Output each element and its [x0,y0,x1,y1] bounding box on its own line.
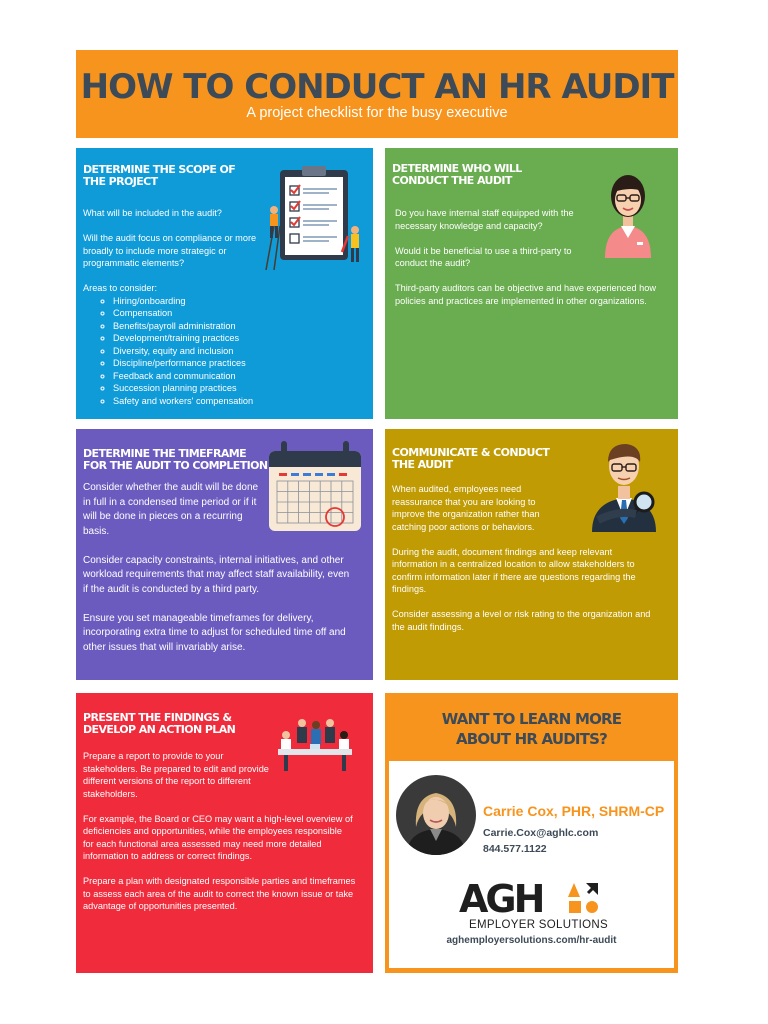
communicate-panel [385,429,678,680]
learn-more-title: WANT TO LEARN MORE ABOUT HR AUDITS? [441,710,622,748]
agh-logo-subtitle: EMPLOYER SOLUTIONS [469,919,608,931]
who-text: Do you have internal staff equipped with the necessary knowledge and capacity? Would it be beneficial to use a third-party to conduct the audit? Third-party auditors can be objective and have experienced how policies and practices are implemented in other organizations. [395,208,656,306]
scope-text: What will be included in the audit? Will the audit focus on compliance or more broadly to include more strategic or programmatic elements? Areas to consider: ◦ Hiring/onboarding ◦ Compensation ◦ Benefits/payroll administration ◦ Development/training practices ◦ Diversity, equity and inclusion ◦ Discipline/performance practices ◦ Feedback and communication ◦ Succession planning practices ◦ Safety and workers' compensation [83,207,263,407]
meeting-table-icon [272,711,358,773]
list-item: ◦ Compensation [113,307,263,320]
contact-card [389,761,674,968]
communicate-title: COMMUNICATE & CONDUCT THE AUDIT [392,446,550,471]
list-item: ◦ Discipline/performance practices [113,357,263,370]
present-text: Prepare a report to provide to your stakeholders. Be prepared to edit and provide different versions of the report to different stakeholders. For example, the Board or CEO may want a high-level overview of deficiencies and opportunities, while the employees responsible for each functional area assessed may need more detailed information to address or correct findings. Prepare a plan with designated responsible parties and timeframes to assess each area of the audit to correct the known issue or take advantage of opportunities presented. [83,751,356,911]
page-subtitle: A project checklist for the busy executive [246,105,508,121]
list-item: ◦ Development/training practices [113,332,263,345]
page-title: HOW TO CONDUCT AN HR AUDIT [80,67,674,107]
list-item: ◦ Diversity, equity and inclusion [113,345,263,358]
scope-panel [76,148,373,419]
man-with-magnifier-icon [588,436,660,532]
present-title: PRESENT THE FINDINGS & DEVELOP AN ACTION PLAN [83,711,236,736]
list-item: ◦ Feedback and communication [113,370,263,383]
scope-title: DETERMINE THE SCOPE OF THE PROJECT [83,163,236,188]
timeframe-title: DETERMINE THE TIMEFRAME FOR THE AUDIT TO COMPLETION [83,447,268,472]
agh-logo-shapes-icon [566,881,600,917]
list-item: ◦ Benefits/payroll administration [113,320,263,333]
list-item: ◦ Succession planning practices [113,382,263,395]
timeframe-panel [76,429,373,680]
scope-areas-list [83,295,263,408]
website-link[interactable]: aghemployersolutions.com/hr-audit [446,935,617,946]
communicate-text: When audited, employees need reassurance that you are looking to improve the organization rather than catching poor actions or behaviors. During the audit, document findings and keep relevant information in a centralized location to allow stakeholders to confirm information later if there are questions regarding the findings. Consider assessing a level or risk rating to the organization and the audit findings. [392,484,651,632]
present-panel [76,693,373,973]
checklist-clipboard-icon [262,162,366,274]
avatar [396,775,476,855]
timeframe-text: Consider whether the audit will be done in full in a condensed time period or if it will be done in pieces on a recurring basis. Consider capacity constraints, internal initiatives, and other workload requirements that may affect staff availability, even if the audit is conducted by a third party. Ensure you set manageable timeframes for delivery, incorporating extra time to adjust for scheduled time off and other issues that will invariably arise. [83,482,350,653]
calendar-icon [267,439,363,535]
header-banner [76,50,678,138]
learn-more-panel [385,693,678,973]
list-item: ◦ Hiring/onboarding [113,295,263,308]
list-item: ◦ Safety and workers' compensation [113,395,263,408]
who-title: DETERMINE WHO WILL CONDUCT THE AUDIT [392,162,522,187]
contact-phone[interactable]: 844.577.1122 [483,843,547,855]
contact-name: Carrie Cox, PHR, SHRM-CP [483,803,665,819]
agh-logo: AGH [459,877,543,921]
who-panel [385,148,678,419]
contact-email[interactable]: Carrie.Cox@aghlc.com [483,827,599,839]
woman-professional-icon [595,162,661,258]
